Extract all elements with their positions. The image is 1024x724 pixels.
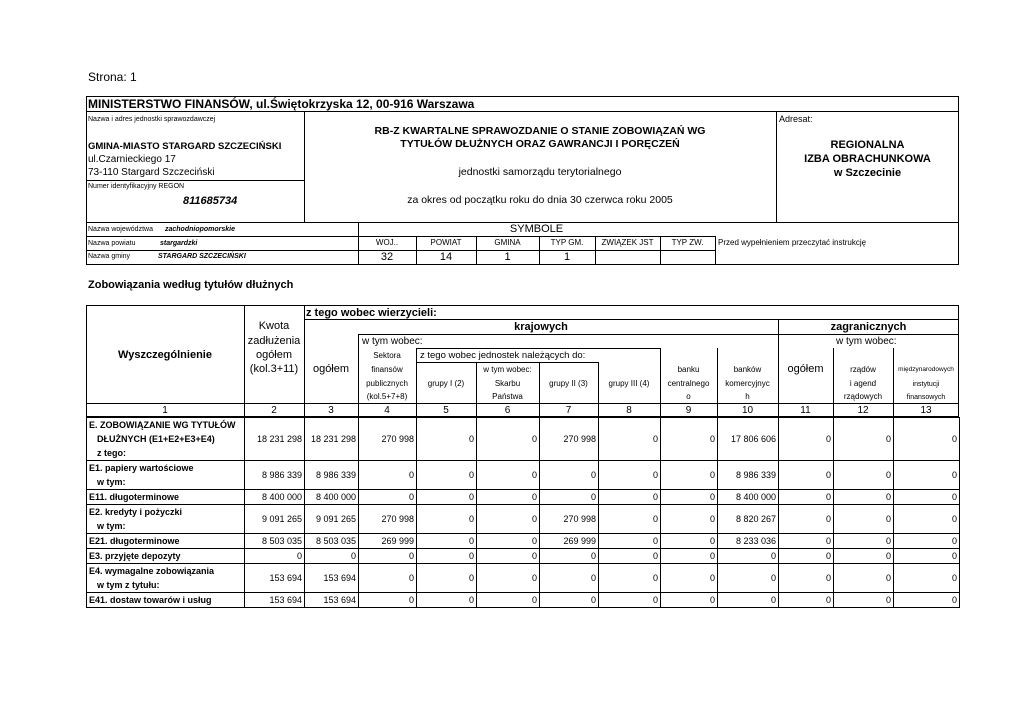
report-subtitle: jednostki samorządu terytorialnego: [458, 166, 622, 178]
section-title: Zobowiązania według tytułów dłużnych: [88, 279, 294, 291]
cell-value: 270 998: [540, 505, 599, 534]
table-row: [87, 534, 960, 549]
cell-value: 0: [359, 593, 417, 608]
cell-value: 8 400 000: [305, 490, 359, 505]
cell-value: 0: [477, 534, 540, 549]
cell-value: 0: [599, 593, 661, 608]
cell-value: 0: [417, 490, 477, 505]
cell-value: 8 400 000: [245, 490, 305, 505]
header-banku1: banku: [677, 365, 700, 374]
cell-value: 0: [779, 534, 834, 549]
header-grupy3: grupy III (4): [608, 379, 650, 388]
gmina-label: Nazwa gminy: [88, 253, 131, 260]
header-ogolem-zagr: ogółem: [787, 363, 824, 375]
cell-value: 0: [661, 593, 718, 608]
col-number-2: 2: [271, 405, 277, 416]
cell-value: 0: [359, 564, 417, 593]
cell-value: 0: [779, 461, 834, 490]
cell-value: 0: [417, 549, 477, 564]
header-bankow1: banków: [733, 365, 762, 374]
cell-value: 0: [599, 505, 661, 534]
header-kwota: Kwota: [258, 320, 290, 332]
cell-value: 0: [417, 564, 477, 593]
table-row: [87, 418, 960, 433]
cell-value: 8 503 035: [305, 534, 359, 549]
cell-value: 0: [599, 534, 661, 549]
cell-value: 0: [779, 418, 834, 461]
header-grupy2: grupy II (3): [549, 379, 588, 388]
symbol-header-gmina: GMINA: [494, 238, 521, 247]
cell-value: 0: [834, 418, 894, 461]
cell-value: 8 986 339: [718, 461, 779, 490]
cell-value: 8 233 036: [718, 534, 779, 549]
row-label: DŁUŻNYCH (E1+E2+E3+E4): [87, 432, 245, 446]
woj-value: zachodniopomorskie: [165, 226, 236, 233]
symbol-header-typ-gm: TYP GM.: [550, 238, 584, 247]
header-krajowych: krajowych: [514, 321, 568, 333]
header-zadluzenia: zadłużenia: [247, 335, 301, 347]
row-label: E1. papiery wartościowe: [87, 461, 245, 476]
cell-value: 0: [779, 564, 834, 593]
cell-value: 0: [894, 490, 960, 505]
header-wyszczegolnienie: Wyszczególnienie: [118, 349, 212, 361]
unit-city: 73-110 Stargard Szczeciński: [88, 167, 215, 178]
row-label: w tym z tytułu:: [87, 578, 245, 593]
cell-value: 0: [894, 564, 960, 593]
adresat-line1: REGIONALNA: [830, 139, 905, 151]
cell-value: 0: [834, 549, 894, 564]
cell-value: 8 820 267: [718, 505, 779, 534]
symbol-header-woj: WOJ..: [375, 238, 399, 247]
cell-value: 0: [661, 564, 718, 593]
adresat-label: Adresat:: [779, 114, 813, 124]
table-row: [87, 564, 960, 579]
cell-value: 8 400 000: [718, 490, 779, 505]
report-title-line2: TYTUŁÓW DŁUŻNYCH ORAZ GAWRANCJI I PORĘCZEŃ: [400, 138, 680, 150]
cell-value: 0: [359, 490, 417, 505]
row-label: z tego:: [87, 446, 245, 461]
cell-value: 270 998: [359, 418, 417, 461]
cell-value: 0: [718, 549, 779, 564]
col-number-5: 5: [443, 405, 449, 416]
cell-value: 153 694: [245, 564, 305, 593]
cell-value: 17 806 606: [718, 418, 779, 461]
symbol-header-typ-zw: TYP ZW.: [671, 238, 704, 247]
cell-value: 0: [894, 549, 960, 564]
gmina-value: STARGARD SZCZECIŃSKI: [158, 253, 246, 260]
report-period: za okres od początku roku do dnia 30 czerwca roku 2005: [407, 194, 673, 206]
powiat-label: Nazwa powiatu: [88, 240, 136, 247]
cell-value: 0: [718, 564, 779, 593]
header-panstwa: Państwa: [492, 392, 523, 401]
row-label: E41. dostaw towarów i usług: [87, 593, 245, 608]
row-label: E11. długoterminowe: [87, 490, 245, 505]
header-kol5: (kol.5+7+8): [366, 392, 408, 401]
cell-value: 0: [894, 593, 960, 608]
cell-value: 0: [834, 534, 894, 549]
cell-value: 153 694: [305, 564, 359, 593]
row-label: E2. kredyty i pożyczki: [87, 505, 245, 520]
table-row: [87, 505, 960, 520]
header-kol: (kol.3+11): [249, 363, 299, 375]
cell-value: 0: [661, 534, 718, 549]
header-miedzy1: międzynarodowych: [898, 366, 954, 373]
cell-value: 0: [894, 534, 960, 549]
cell-value: 8 986 339: [305, 461, 359, 490]
row-label: E4. wymagalne zobowiązania: [87, 564, 245, 579]
row-label: E3. przyjęte depozyty: [87, 549, 245, 564]
row-label: E. ZOBOWIĄZANIE WG TYTUŁÓW: [87, 418, 245, 433]
header-wierzyciele: z tego wobec wierzycieli:: [306, 307, 437, 319]
header-bankow3: h: [745, 392, 750, 401]
cell-value: 0: [417, 505, 477, 534]
cell-value: 0: [540, 593, 599, 608]
cell-value: 8 986 339: [245, 461, 305, 490]
cell-value: 0: [779, 593, 834, 608]
cell-value: 0: [477, 418, 540, 461]
adresat-line3: w Szczecinie: [833, 167, 902, 179]
cell-value: 0: [834, 564, 894, 593]
symbol-header-powiat: POWIAT: [430, 238, 462, 247]
page-number: Strona: 1: [88, 70, 137, 84]
cell-value: 0: [359, 549, 417, 564]
header-zagranicznych: zagranicznych: [830, 321, 907, 333]
cell-value: 0: [661, 490, 718, 505]
header-miedzy3: finansowych: [906, 394, 946, 401]
unit-label: Nazwa i adres jednostki sprawozdawczej: [88, 116, 216, 123]
cell-value: 153 694: [305, 593, 359, 608]
col-number-8: 8: [626, 405, 632, 416]
table-row: [87, 461, 960, 476]
col-number-3: 3: [328, 405, 334, 416]
col-number-13: 13: [920, 405, 932, 416]
cell-value: 0: [477, 593, 540, 608]
col-number-6: 6: [504, 405, 511, 416]
cell-value: 269 999: [359, 534, 417, 549]
cell-value: 0: [417, 534, 477, 549]
col-number-4: 4: [384, 405, 390, 416]
table-row: [87, 549, 960, 564]
cell-value: 0: [779, 549, 834, 564]
col-number-10: 10: [741, 405, 754, 416]
header-banku3: o: [686, 392, 691, 401]
regon-label: Numer identyfikacyjny REGON: [88, 183, 185, 190]
header-zagr-w-tym-wobec: w tym wobec:: [836, 336, 897, 347]
cell-value: 0: [599, 418, 661, 461]
header-rzadow3: rządowych: [843, 392, 883, 401]
cell-value: 0: [540, 490, 599, 505]
cell-value: 0: [417, 593, 477, 608]
cell-value: 0: [417, 418, 477, 461]
cell-value: 0: [305, 549, 359, 564]
woj-label: Nazwa województwa: [88, 226, 153, 233]
cell-value: 270 998: [540, 418, 599, 461]
cell-value: 0: [661, 418, 718, 461]
header-sektora: Sektora: [373, 351, 401, 360]
symbol-header-zwiazek: ZWIĄZEK JST: [601, 238, 654, 247]
symbol-value-woj: 32: [380, 251, 394, 263]
report-title-line1: RB-Z KWARTALNE SPRAWOZDANIE O STANIE ZOBOWIĄZAŃ WG: [374, 125, 706, 137]
header-miedzy2: instytucji: [912, 381, 940, 388]
header-finansow: finansów: [371, 365, 403, 374]
header-rzadow2: i agend: [849, 379, 877, 388]
header-ogolem-kraj: ogółem: [312, 363, 350, 375]
symbol-value-gmina: 1: [504, 251, 511, 263]
cell-value: 18 231 298: [245, 418, 305, 461]
cell-value: 0: [599, 549, 661, 564]
ministry-title: MINISTERSTWO FINANSÓW, ul.Świętokrzyska 12, 00-916 Warszawa: [88, 97, 475, 111]
header-jed-w-tym-wobec: w tym wobec:: [483, 365, 532, 374]
cell-value: 0: [540, 564, 599, 593]
cell-value: 0: [417, 461, 477, 490]
cell-value: 0: [477, 490, 540, 505]
cell-value: 0: [661, 461, 718, 490]
col-number-7: 7: [565, 405, 572, 416]
cell-value: 0: [661, 505, 718, 534]
table-row: [87, 490, 960, 505]
powiat-value: stargardzki: [160, 240, 198, 247]
header-publicznych: publicznych: [366, 379, 408, 388]
symbol-value-typ-gm: 1: [563, 251, 571, 263]
symbole-title: SYMBOLE: [509, 223, 564, 235]
cell-value: 0: [834, 490, 894, 505]
cell-value: 0: [661, 549, 718, 564]
cell-value: 9 091 265: [305, 505, 359, 534]
cell-value: 153 694: [245, 593, 305, 608]
cell-value: 0: [599, 461, 661, 490]
cell-value: 0: [894, 461, 960, 490]
cell-value: 0: [894, 418, 960, 461]
cell-value: 0: [894, 505, 960, 534]
header-w-tym-wobec: w tym wobec:: [362, 336, 423, 347]
cell-value: 0: [477, 564, 540, 593]
cell-value: 8 503 035: [245, 534, 305, 549]
cell-value: 0: [540, 549, 599, 564]
col-number-12: 12: [857, 405, 869, 416]
row-label: w tym:: [87, 475, 245, 490]
cell-value: 0: [245, 549, 305, 564]
cell-value: 0: [599, 490, 661, 505]
cell-value: 0: [834, 593, 894, 608]
regon-value: 811685734: [183, 195, 238, 207]
cell-value: 0: [477, 461, 540, 490]
cell-value: 18 231 298: [305, 418, 359, 461]
header-banku2: centralnego: [667, 379, 710, 388]
adresat-line2: IZBA OBRACHUNKOWA: [804, 153, 931, 165]
col-number-1: 1: [162, 405, 168, 416]
header-rzadow1: rządów: [850, 365, 876, 374]
col-number-11: 11: [800, 405, 811, 416]
cell-value: 0: [540, 461, 599, 490]
cell-value: 0: [779, 490, 834, 505]
cell-value: 270 998: [359, 505, 417, 534]
header-grupy1: grupy I (2): [427, 379, 465, 388]
symbol-value-powiat: 14: [439, 251, 453, 263]
header-bankow2: komercyjnyc: [725, 379, 770, 388]
col-number-9: 9: [685, 405, 692, 416]
unit-name: GMINA-MIASTO STARGARD SZCZECIŃSKI: [88, 141, 282, 152]
cell-value: 0: [834, 461, 894, 490]
instruction-note: Przed wypełnieniem przeczytać instrukcję: [718, 238, 867, 247]
table-row: [87, 593, 960, 608]
header-ogolem-kwota: ogółem: [255, 349, 293, 361]
cell-value: 0: [834, 505, 894, 534]
cell-value: 0: [599, 564, 661, 593]
unit-street: ul.Czarnieckiego 17: [88, 154, 176, 165]
cell-value: 269 999: [540, 534, 599, 549]
header-jednostek: z tego wobec jednostek należących do:: [420, 350, 586, 361]
row-label: E21. długoterminowe: [87, 534, 245, 549]
cell-value: 0: [718, 593, 779, 608]
cell-value: 0: [477, 505, 540, 534]
data-table-grid: [86, 417, 960, 608]
cell-value: 0: [477, 549, 540, 564]
row-label: w tym:: [87, 519, 245, 534]
cell-value: 0: [359, 461, 417, 490]
cell-value: 9 091 265: [245, 505, 305, 534]
header-skarbu: Skarbu: [494, 379, 521, 388]
cell-value: 0: [779, 505, 834, 534]
